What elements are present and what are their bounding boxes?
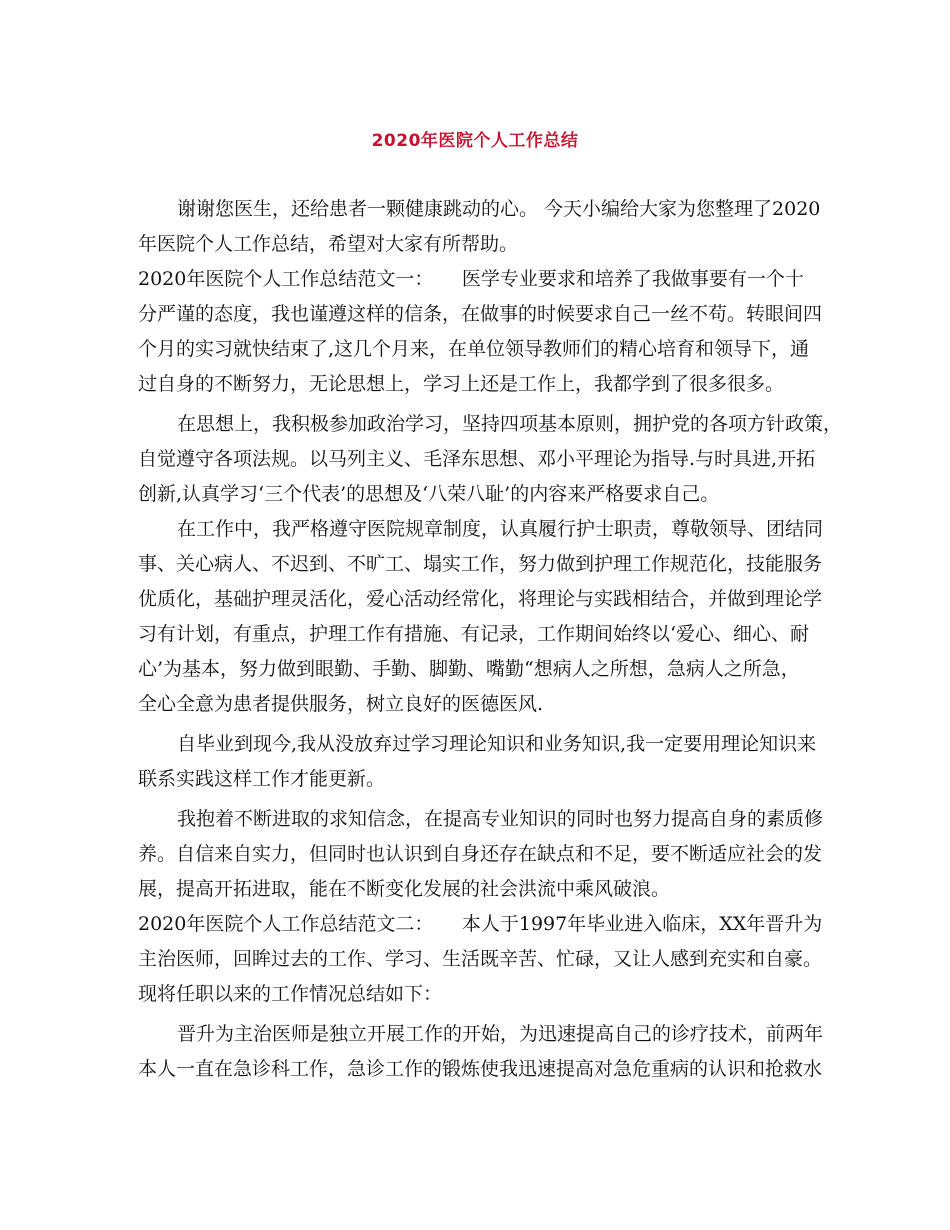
text-line: 事、关心病人、不迟到、不旷工、塌实工作，努力做到护理工作规范化，技能服务 bbox=[138, 553, 823, 575]
text-line: 养。自信来自实力，但同时也认识到自身还存在缺点和不足，要不断适应社会的发 bbox=[138, 843, 823, 865]
text-line: 心’为基本，努力做到眼勤、手勤、脚勤、嘴勤“想病人之所想，急病人之所急， bbox=[138, 658, 800, 680]
text-line: 本人一直在急诊科工作，急诊工作的锻炼使我迅速提高对急危重病的认识和抢救水 bbox=[138, 1058, 823, 1080]
text-line: 年医院个人工作总结，希望对大家有所帮助。 bbox=[138, 233, 519, 255]
text-line: 自毕业到现今,我从没放弃过学习理论知识和业务知识,我一定要用理论知识来 bbox=[177, 733, 817, 755]
text-line: 全心全意为患者提供服务，树立良好的医德医风. bbox=[138, 693, 544, 715]
text-line: 2020年医院个人工作总结范文二： 本人于1997年毕业进入临床，XX年晋升为 bbox=[138, 913, 823, 935]
text-line: 谢谢您医生，还给患者一颗健康跳动的心。 今天小编给大家为您整理了2020 bbox=[177, 198, 821, 220]
text-line: 习有计划，有重点，护理工作有措施、有记录，工作期间始终以‘爱心、细心、耐 bbox=[138, 623, 810, 645]
text-line: 创新,认真学习‘三个代表’的思想及‘八荣八耻’的内容来严格要求自己。 bbox=[138, 483, 720, 505]
text-line: 我抱着不断进取的求知信念，在提高专业知识的同时也努力提高自身的素质修 bbox=[177, 808, 824, 830]
text-line: 过自身的不断努力，无论思想上，学习上还是工作上，我都学到了很多很多。 bbox=[138, 373, 785, 395]
text-line: 展，提高开拓进取，能在不断变化发展的社会洪流中乘风破浪。 bbox=[138, 878, 671, 900]
text-line: 联系实践这样工作才能更新。 bbox=[138, 768, 386, 790]
text-line: 个月的实习就快结束了,这几个月来，在单位领导教师们的精心培育和领导下，通 bbox=[138, 338, 810, 360]
text-line: 2020年医院个人工作总结范文一： 医学专业要求和培养了我做事要有一个十 bbox=[138, 268, 804, 290]
text-line: 现将任职以来的工作情况总结如下： bbox=[138, 983, 443, 1005]
document-title: 2020年医院个人工作总结 bbox=[371, 131, 579, 151]
text-line: 主治医师，回眸过去的工作、学习、生活既辛苦、忙碌，又让人感到充实和自豪。 bbox=[138, 948, 823, 970]
text-line: 晋升为主治医师是独立开展工作的开始，为迅速提高自己的诊疗技术，前两年 bbox=[177, 1023, 824, 1045]
text-line: 在工作中，我严格遵守医院规章制度，认真履行护士职责，尊敬领导、团结同 bbox=[177, 518, 824, 540]
text-line: 自觉遵守各项法规。以马列主义、毛泽东思想、邓小平理论为指导.与时具进,开拓 bbox=[138, 448, 816, 470]
text-line: 优质化，基础护理灵活化，爱心活动经常化，将理论与实践相结合，并做到理论学 bbox=[138, 588, 823, 610]
text-line: 分严谨的态度，我也谨遵这样的信条，在做事的时候要求自己一丝不苟。转眼间四 bbox=[138, 303, 823, 325]
text-line: 在思想上，我积极参加政治学习，坚持四项基本原则，拥护党的各项方针政策， bbox=[177, 413, 843, 435]
